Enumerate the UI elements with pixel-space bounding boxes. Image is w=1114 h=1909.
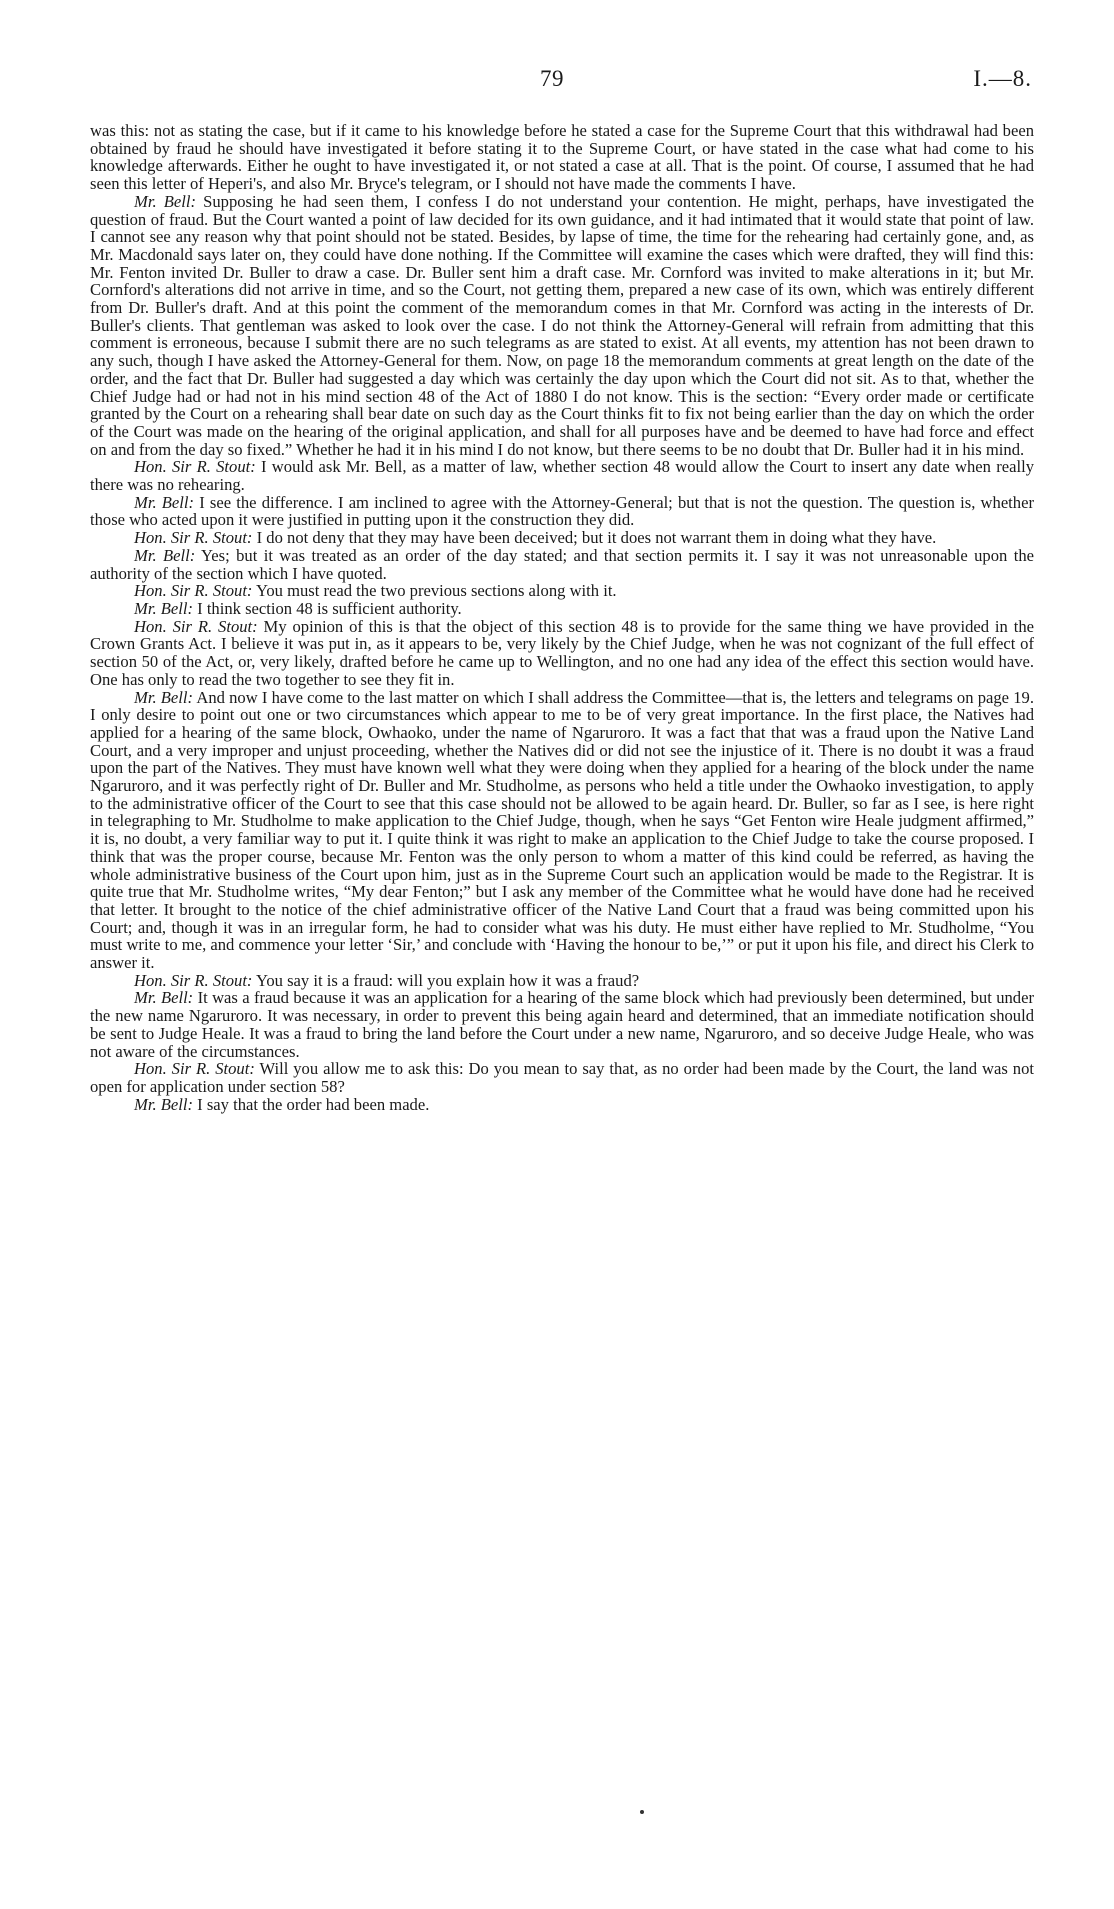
speaker-name: Hon. Sir R. Stout:	[134, 581, 253, 601]
paragraph	[90, 547, 1034, 582]
speaker-name: Mr. Bell:	[134, 1094, 193, 1114]
paragraph-text: It was a fraud because it was an application for a hearing of the same block which had previously been determined, but under the new name Ngaruroro. It was necessary, in order to prevent this being again heard and determined, that an immediate notification should be sent to Judge Heale. It was a fraud to bring the land before the Court under a new name, Ngaruroro, and so deceive Judge Heale, who was not aware of the circumstances.	[90, 988, 1034, 1061]
speaker-name: Mr. Bell:	[134, 988, 194, 1008]
paragraph	[90, 494, 1034, 529]
speaker-name: Hon. Sir R. Stout:	[134, 616, 258, 636]
paragraph-text: I do not deny that they may have been deceived; but it does not warrant them in doing what they have.	[252, 528, 937, 548]
speaker-name: Mr. Bell:	[134, 492, 195, 512]
speaker-name: Mr. Bell:	[134, 687, 194, 707]
speaker-name: Hon. Sir R. Stout:	[134, 528, 253, 548]
paragraph-text: I see the difference. I am inclined to agree with the Attorney-General; but that is not the question. The question is, whether those who acted upon it were justified in putting upon it the construction they did.	[90, 492, 1034, 530]
paragraph	[90, 529, 1034, 547]
paragraph-text: You say it is a fraud: will you explain how it was a fraud?	[252, 970, 640, 990]
paragraph-text: You must read the two previous sections along with it.	[252, 581, 617, 601]
document-reference: I.—8.	[973, 66, 1032, 91]
paragraph-text: Will you allow me to ask this: Do you mean to say that, as no order had been made by the Court, the land was not open for application under section 58?	[90, 1059, 1034, 1096]
paragraph-text: was this: not as stating the case, but if it came to his knowledge before he stated a case for the Supreme Court that this withdrawal had been obtained by fraud he should have investigated it before stating it to the Supreme Court, or have stated in the case what had come to his knowledge afterwards. Either he ought to have investigated it, or not stated a case at all. That is the point. Of course, I assumed that he had seen this letter of Heperi's, and also Mr. Bryce's telegram, or I should not have made the comments I have.	[90, 121, 1034, 194]
paragraph-text: I say that the order had been made.	[193, 1094, 430, 1114]
paragraph	[90, 972, 1034, 990]
paragraph	[90, 582, 1034, 600]
speaker-name: Mr. Bell:	[134, 598, 193, 618]
paragraph-text: Supposing he had seen them, I confess I do not understand your contention. He might, perhaps, have investigated the question of fraud. But the Court wanted a point of law decided for its own guidance, and it had intimated that it would state that point of law. I cannot see any reason why that point should not be stated. Besides, by lapse of time, the time for the rehearing had certainly gone, and, as Mr. Macdonald says later on, they could have done nothing. If the Committee will examine the cases which were drafted, they will find this: Mr. Fenton invited Dr. Buller to draw a case. Dr. Buller sent him a draft case. Mr. Cornford was invited to make alterations in it; but Mr. Cornford's alterations did not arrive in time, and so the Court, not getting them, prepared a new case of its own, which was entirely different from Dr. Buller's draft. And at this point the comment of the memorandum comes in that Mr. Cornford was acting in the interests of Dr. Buller's clients. That gentleman was asked to look over the case. I do not think the Attorney-General will refrain from admitting that this comment is erroneous, because I submit there are no such telegrams as are stated to exist. At all events, my attention has not been drawn to any such, though I have asked the Attorney-General for them. Now, on page 18 the memorandum comments at great length on the date of the order, and the fact that Dr. Buller had suggested a day which was certainly the day upon which the Court did not sit. As to that, whether the Chief Judge had or had not in his mind section 48 of the Act of 1880 I do not know. This is the section: “Every order made or certificate granted by the Court on a rehearing shall bear date on such day as the Court thinks fit to fix not being earlier than the day on which the order of the Court was made on the hearing of the original application, and shall for all purposes have and be deemed to have had force and effect on and from the day so fixed.” Whether he had it in his mind I do not know, but there seems to be no doubt that Dr. Buller had it in his mind.	[90, 191, 1034, 459]
speaker-name: Mr. Bell:	[134, 191, 196, 211]
paragraph-text: I think section 48 is sufficient authority.	[193, 598, 462, 618]
print-dot-mark	[640, 1810, 644, 1814]
paragraph	[90, 989, 1034, 1060]
paragraph-text: Yes; but it was treated as an order of the day stated; and that section permits it. I say it was not unreasonable upon the authority of the section which I have quoted.	[90, 545, 1034, 583]
paragraph-text: And now I have come to the last matter on which I shall address the Committee—that is, the letters and telegrams on page 19. I only desire to point out one or two circumstances which appear to me to be of very great importance. In the first place, the Natives had applied for a hearing of the same block, Owhaoko, under the name of Ngaruroro. It was a fact that that was a fraud upon the Native Land Court, and a very improper and unjust proceeding, whether the Natives did or did not see the injustice of it. There is no doubt it was a fraud upon the part of the Natives. They must have known well what they were doing when they applied for a hearing of the block under the name Ngaruroro, and it was perfectly right of Dr. Buller and Mr. Studholme, as persons who held a title under the Owhaoko investigation, to apply to the administrative officer of the Court to see that this case should not be allowed to be again heard. Dr. Buller, so far as I see, is here right in telegraphing to Mr. Studholme to make application to the Chief Judge, though, when he says “Get Fenton wire Heale judgment affirmed,” it is, no doubt, a very familiar way to put it. I quite think it was right to make an application to the Chief Judge to take the course proposed. I think that was the proper course, because Mr. Fenton was the only person to whom a matter of this kind could be referred, as having the whole administrative business of the Court upon him, just as in the Supreme Court such an application would be made to the Registrar. It is quite true that Mr. Studholme writes, “My dear Fenton;” but I ask any member of the Committee what he would have done had he received that letter. It brought to the notice of the chief administrative officer of the Native Land Court that a fraud was being committed upon his Court; and, though it was in an irregular form, he had to consider what was his duty. He must either have replied to Mr. Studholme, “You must write to me, and commence your letter ‘Sir,’ and conclude with ‘Having the honour to be,’” or put it upon his file, and direct his Clerk to answer it.	[90, 687, 1034, 973]
paragraph	[90, 689, 1034, 972]
paragraph	[90, 193, 1034, 459]
transcript-body	[90, 122, 1034, 1113]
paragraph-text: I would ask Mr. Bell, as a matter of law, whether section 48 would allow the Court to insert any date when really there was no rehearing.	[90, 457, 1034, 495]
paragraph	[90, 458, 1034, 493]
speaker-name: Hon. Sir R. Stout:	[134, 457, 256, 477]
speaker-name: Hon. Sir R. Stout:	[134, 970, 253, 990]
paragraph	[90, 1060, 1034, 1095]
paragraph	[90, 600, 1034, 618]
paragraph	[90, 122, 1034, 193]
speaker-name: Mr. Bell:	[134, 545, 196, 565]
paragraph-text: My opinion of this is that the object of this section 48 is to provide for the same thing we have provided in the Crown Grants Act. I believe it was put in, as it appears to be, very likely by the Chief Judge, when he was not cognizant of the full effect of section 50 of the Act, or, very likely, drafted before he came up to Wellington, and no one had any idea of the effect this section would have. One has only to read the two together to see they fit in.	[90, 616, 1034, 689]
speaker-name: Hon. Sir R. Stout:	[134, 1059, 255, 1079]
paragraph	[90, 1096, 1034, 1114]
paragraph	[90, 618, 1034, 689]
page-number: 79	[540, 66, 564, 91]
